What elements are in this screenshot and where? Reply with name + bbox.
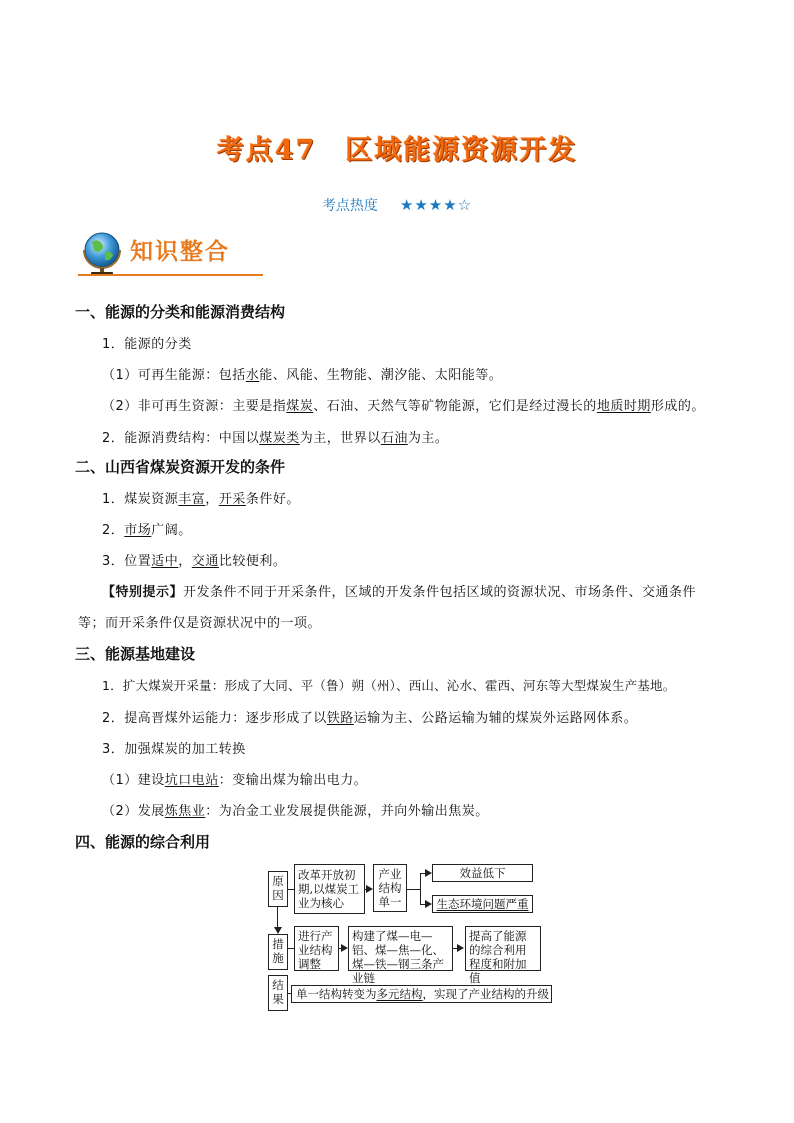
s3-line-4: （1）建设坑口电站：变输出煤为输出电力。 [102, 773, 368, 788]
cause-box-1: 改革开放初期,以煤炭工业为核心 [294, 864, 365, 914]
s1-line-1: 1．能源的分类 [102, 337, 192, 352]
section-1-heading: 一、能源的分类和能源消费结构 [75, 303, 286, 321]
heat-rating [0, 195, 794, 215]
page-title: 考点47 区域能源资源开发 [216, 135, 578, 166]
heat-label: 考点热度 [321, 198, 378, 214]
measure-label: 措施 [268, 934, 288, 970]
cause-box-2: 产业结构单一 [373, 864, 407, 912]
s1-line-4: 2．能源消费结构：中国以煤炭类为主，世界以石油为主。 [102, 431, 449, 446]
section-banner: 知识整合 [130, 238, 230, 265]
s1-line-3: （2）非可再生资源：主要是指煤炭、石油、天然气等矿物能源，它们是经过漫长的地质时期形成的。 [102, 399, 705, 414]
measure-box-2: 构建了煤—电—铝、煤—焦—化、煤—铁—钢三条产业链 [348, 926, 453, 971]
s3-line-5: （2）发展炼焦业：为冶金工业发展提供能源，并向外输出焦炭。 [102, 804, 489, 819]
special-tip-cont: 等；而开采条件仅是资源状况中的一项。 [78, 616, 322, 631]
result-box: 单一结构转变为多元结构，实现了产业结构的升级 [291, 985, 552, 1003]
s1-line-2: （1）可再生能源：包括水能、风能、生物能、潮汐能、太阳能等。 [102, 368, 503, 383]
cause-label: 原因 [268, 871, 288, 907]
section-3-heading: 三、能源基地建设 [75, 645, 196, 663]
s2-line-1: 1．煤炭资源丰富，开采条件好。 [102, 492, 300, 507]
banner-divider [78, 274, 263, 276]
section-2-heading: 二、山西省煤炭资源开发的条件 [75, 458, 286, 476]
s2-line-2: 2．市场广阔。 [102, 523, 192, 538]
result-label: 结果 [268, 975, 288, 1011]
measure-box-3: 提高了能源的综合利用程度和附加值 [465, 926, 541, 971]
s3-line-1: 1．扩大煤炭开采量：形成了大同、平（鲁）朔（州）、西山、沁水、霍西、河东等大型煤炭生产基地。 [102, 678, 676, 693]
s3-line-2: 2．提高晋煤外运能力：逐步形成了以铁路运输为主、公路运输为辅的煤炭外运路网体系。 [102, 711, 638, 726]
s3-line-3: 3．加强煤炭的加工转换 [102, 742, 246, 757]
s2-line-3: 3．位置适中，交通比较便利。 [102, 554, 287, 569]
section-4-heading: 四、能源的综合利用 [75, 833, 211, 851]
measure-box-1: 进行产业结构调整 [294, 926, 339, 971]
cause-box-3: 效益低下 [432, 864, 533, 882]
special-tip: 【特别提示】开发条件不同于开采条件，区域的开发条件包括区域的资源状况、市场条件、交通条件 [102, 585, 697, 600]
cause-box-4: 生态环境问题严重 [432, 895, 533, 913]
heat-stars: ★★★★☆ [399, 196, 473, 214]
